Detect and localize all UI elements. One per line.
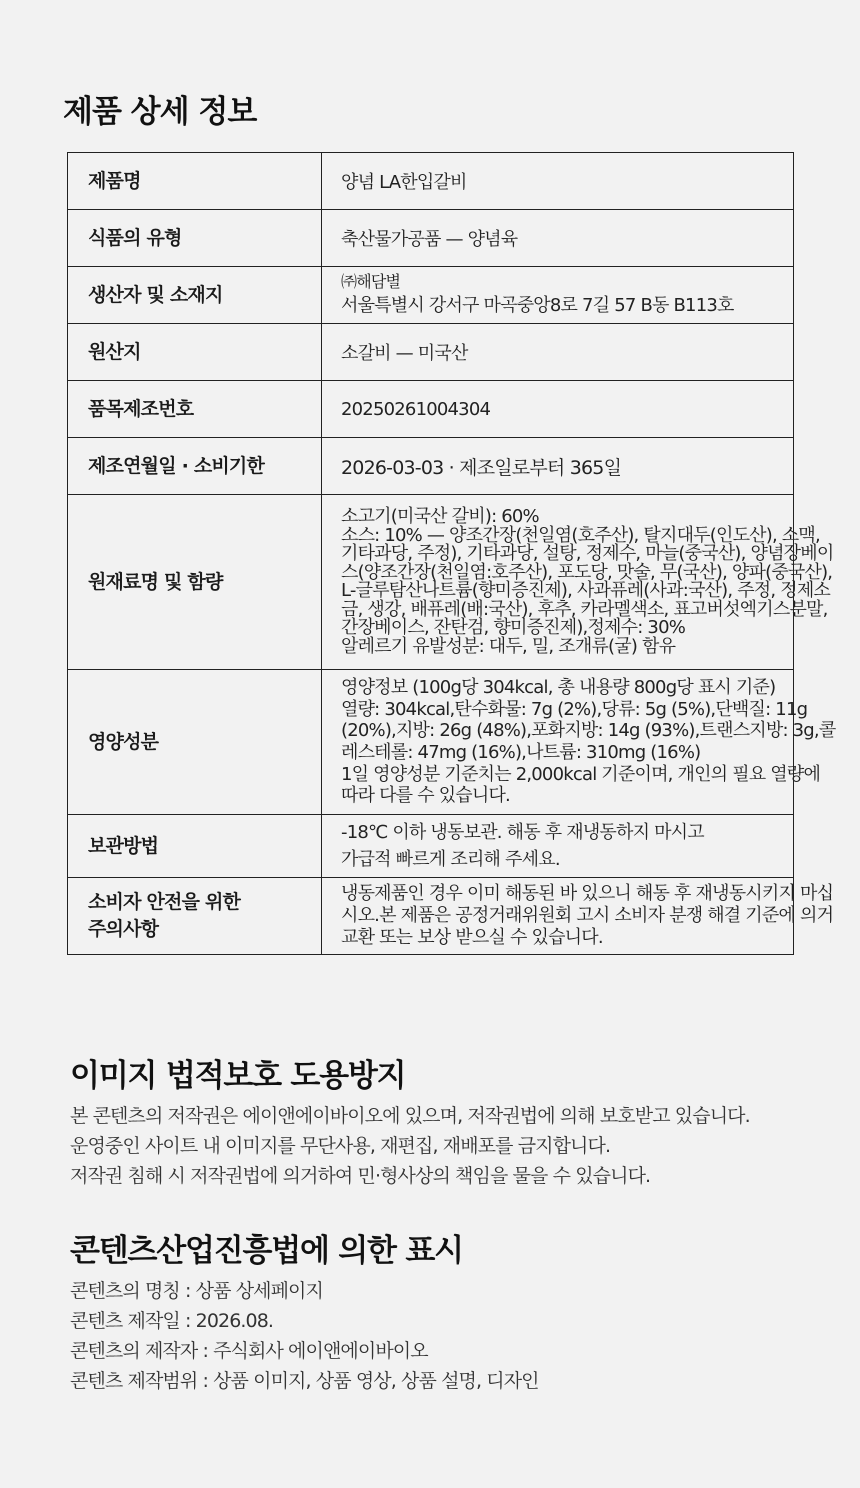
storage-line: -18℃ 이하 냉동보관. 해동 후 재냉동하지 마시고 [341, 822, 704, 843]
row-label-producer: 생산자 및 소재지 [68, 267, 322, 324]
producer-address: 서울특별시 강서구 마곡중앙8로 7길 57 B동 B113호 [341, 295, 734, 316]
row-label-product-name: 제품명 [68, 153, 322, 210]
ingredient-line: L-글루탐산나트륨(향미증진제), 사과퓨레(사과:국산), 주정, 정제소 [341, 580, 830, 601]
table-row [68, 815, 794, 878]
table-row [68, 495, 794, 670]
row-label-nutrition: 영양성분 [68, 670, 322, 815]
row-label-storage: 보관방법 [68, 815, 322, 878]
table-row [68, 438, 794, 495]
content-law-text [70, 1276, 539, 1396]
protection-line: 운영중인 사이트 내 이미지를 무단사용, 재편집, 재배포를 금지합니다. [70, 1135, 611, 1157]
producer-name: ㈜해담별 [341, 272, 401, 291]
ingredient-line: 금, 생강, 배퓨레(배:국산), 후추, 카라멜색소, 표고버섯엑기스분말, [341, 598, 828, 620]
table-row [68, 267, 794, 324]
table-row [68, 381, 794, 438]
table-row [68, 878, 794, 955]
row-value-report-number: 20250261004304 [322, 381, 794, 438]
product-info-table [67, 152, 836, 955]
nutrition-line: 열량: 304kcal,탄수화물: 7g (2%),당류: 5g (5%),단백질: 11g [341, 698, 808, 720]
nutrition-line: 1일 영양성분 기준치는 2,000kcal 기준이며, 개인의 필요 열량에 [341, 763, 821, 785]
nutrition-line: 따라 다를 수 있습니다. [341, 785, 510, 807]
ingredient-line: 간장베이스, 잔탄검, 향미증진제),정제수: 30% [341, 617, 686, 638]
row-label-caution [68, 878, 322, 955]
caution-line: 냉동제품인 경우 이미 해동된 바 있으니 해동 후 재냉동시키지 마십 [341, 883, 834, 904]
content-law-title: 콘텐츠산업진흥법에 의한 표시 [70, 1233, 463, 1269]
caution-line: 교환 또는 보상 받으실 수 있습니다. [341, 927, 603, 948]
content-law-line: 콘텐츠의 제작자 : 주식회사 에이앤에이바이오 [70, 1340, 428, 1362]
product-detail-title: 제품 상세 정보 [63, 94, 257, 130]
nutrition-line: (20%),지방: 26g (48%),포화지방: 14g (93%),트랜스지방: 3g,콜 [341, 720, 836, 742]
protection-title: 이미지 법적보호 도용방지 [70, 1058, 406, 1094]
row-label-food-type: 식품의 유형 [68, 210, 322, 267]
table-row [68, 210, 794, 267]
ingredient-line: 소스: 10% — 양조간장(천일염(호주산), 탈지대두(인도산), 소맥, [341, 524, 820, 546]
protection-line: 본 콘텐츠의 저작권은 에이앤에이바이오에 있으며, 저작권법에 의해 보호받고 있습니다. [70, 1105, 750, 1127]
table-row [68, 670, 794, 815]
ingredient-line: 기타과당, 주정), 기타과당, 설탕, 정제수, 마늘(중국산), 양념장베이 [341, 543, 834, 564]
ingredient-line: 스(양조간장(천일염:호주산), 포도당, 맛술, 무(국산), 양파(중국산), [341, 561, 833, 583]
table-row [68, 153, 794, 210]
protection-line: 저작권 침해 시 저작권법에 의거하여 민·형사상의 책임을 물을 수 있습니다. [70, 1165, 651, 1187]
ingredient-line: 알레르기 유발성분: 대두, 밀, 조개류(굴) 함유 [341, 635, 676, 657]
protection-text [70, 1101, 750, 1191]
row-value-caution [322, 878, 834, 955]
row-label-report-number: 품목제조번호 [68, 381, 322, 438]
nutrition-line: 레스테롤: 47mg (16%),나트륨: 310mg (16%) [341, 742, 701, 763]
content-law-line: 콘텐츠의 명칭 : 상품 상세페이지 [70, 1280, 323, 1302]
caution-line: 시오.본 제품은 공정거래위원회 고시 소비자 분쟁 해결 기준에 의거 [341, 905, 834, 926]
row-value-product-name: 양념 LA한입갈비 [322, 153, 794, 210]
caution-label-line: 소비자 안전을 위한 [88, 891, 241, 913]
row-value-producer [322, 267, 794, 324]
row-value-nutrition [322, 670, 836, 815]
row-value-ingredients [322, 495, 834, 670]
content-law-line: 콘텐츠 제작일 : 2026.08. [70, 1310, 274, 1332]
storage-line: 가급적 빠르게 조리해 주세요. [341, 849, 560, 870]
nutrition-line: 영양정보 (100g당 304kcal, 총 내용량 800g당 표시 기준) [341, 677, 776, 699]
row-label-dates: 제조연월일 · 소비기한 [68, 438, 322, 495]
caution-label-line: 주의사항 [88, 918, 159, 940]
row-value-storage [322, 815, 794, 878]
row-label-origin: 원산지 [68, 324, 322, 381]
row-value-origin: 소갈비 — 미국산 [322, 324, 794, 381]
ingredient-line: 소고기(미국산 갈비): 60% [341, 506, 539, 527]
table-row [68, 324, 794, 381]
content-law-line: 콘텐츠 제작범위 : 상품 이미지, 상품 영상, 상품 설명, 디자인 [70, 1370, 539, 1392]
row-value-food-type: 축산물가공품 — 양념육 [322, 210, 794, 267]
row-value-dates: 2026-03-03 · 제조일로부터 365일 [322, 438, 794, 495]
row-label-ingredients: 원재료명 및 함량 [68, 495, 322, 670]
